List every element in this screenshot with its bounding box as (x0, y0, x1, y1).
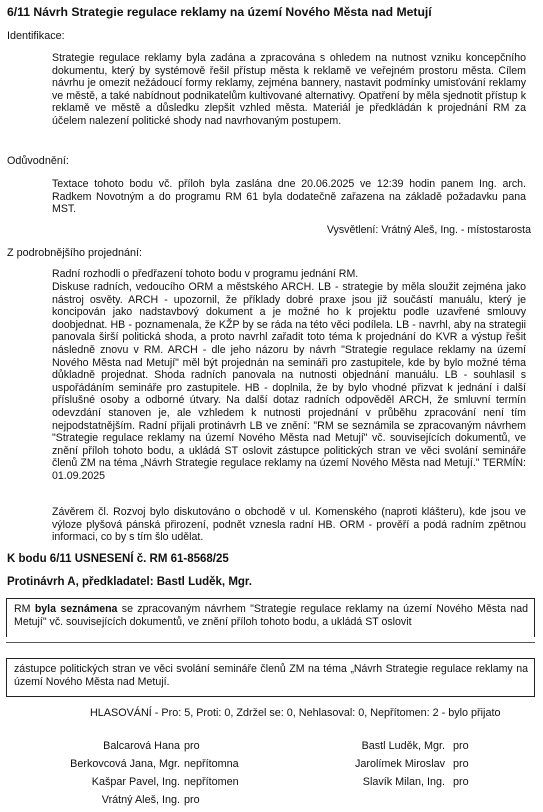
agenda-item-title: 6/11 Návrh Strategie regulace reklamy na území Nového Města nad Metují (7, 5, 432, 19)
voter-name: Balcarová Hana (103, 740, 180, 752)
resolution-prefix: RM (14, 603, 35, 615)
votes-right-column (330, 740, 469, 794)
oduvodneni-text: Textace tohoto bodu vč. příloh byla zaslána dne 20.06.2025 ve 12:39 hodin panem Ing. arch. Radkem Novotným a do programu RM 61 byla dodatečně zařazena na základě požadavku pana MST. (52, 178, 526, 216)
vysvetleni: Vysvětlení: Vrátný Aleš, Ing. - místostarosta (326, 224, 531, 236)
vote-row (0, 740, 239, 758)
resolution-text-2: zástupce politických stran ve věci svolání semináře členů ZM na téma „Návrh Strategie regulace reklamy na území Nového Města nad Metují. (14, 663, 528, 688)
projednani-text-1: Radní rozhodli o předřazení tohoto bodu v programu jednání RM. (52, 268, 359, 280)
voter-name: Berkovcová Jana, Mgr. (70, 758, 180, 770)
voter-vote: nepřítomen (184, 776, 239, 788)
resolution-box-part-1 (6, 598, 535, 637)
projednani-label: Z podrobnějšího projednání: (7, 247, 143, 259)
identifikace-text: Strategie regulace reklamy byla zadána a zpracována s ohledem na nutnost vzniku koncepčního dokumentu, který by systémově řešil přístup města k reklamě ve veřejném prostoru města. Cílem návrhu je omezit nežádoucí formy reklamy, zejména bannery, nastavit podmínky umisťování reklamy ve městě, a také nabídnout podnikatelům kultivované alternativy. Opatření by měla sjednotit přístup k reklamě ve městě a důsledku zlepšit vzhled města. Materiál je předkládán k projednání RM za účelem nalezení politické shody nad navrhovaným postupem. (52, 52, 526, 127)
vote-row (330, 776, 469, 794)
voter-vote: pro (453, 740, 469, 752)
resolution-box-part-2 (6, 658, 535, 697)
identifikace-label: Identifikace: (7, 30, 65, 42)
voting-summary: HLASOVÁNÍ - Pro: 5, Proti: 0, Zdržel se: 0, Nehlasoval: 0, Nepřítomen: 2 - bylo přijato (90, 707, 501, 719)
voter-name: Bastl Luděk, Mgr. (361, 740, 445, 752)
usneseni-heading: K bodu 6/11 USNESENÍ č. RM 61-8568/25 (7, 553, 229, 565)
protinavrh-heading: Protinávrh A, předkladatel: Bastl Luděk, Mgr. (7, 576, 252, 588)
voter-vote: pro (184, 794, 200, 806)
votes-left-column (0, 740, 239, 812)
voter-name: Kašpar Pavel, Ing. (91, 776, 180, 788)
voter-name: Slavík Milan, Ing. (362, 776, 445, 788)
projednani-text-2: Diskuse radních, vedoucího ORM a městského ARCH. LB - strategie by měla sloužit zejména jako nástroj osvěty. ARCH - upozornil, že příklady dobré praxe jsou již součástí manuálu, který je koncipován jako nadstavbový dokument a je možné ho k projektu podle uzavřené smlouvy doobjednat. HB - poznamenala, že KŽP by se ráda na této věci podílela. LB - navrhl, aby na strategii panovala širší politická shoda, a proto navrhl zařadit toto téma k projednání do KVR a výstup řešit následně znovu v RM. ARCH - dle jeho názoru by návrh "Strategie regulace reklamy na území Nového Města nad Metují" měl být projednán na semináři pro zastupitele, kde by bylo možné téma důkladně projednat. Shoda radních panovala na nutnosti objednání manuálu. LB - souhlasil s uspořádáním semináře pro zastupitele. HB - doplnila, že by bylo vhodné přizvat k jednání i další příslušné osoby a odborné útvary. Na další dotaz radních odpověděl ARCH, že smluvní termín odevzdání stanoven je, ale vzhledem k nutnosti projednání v průběhu zpracování není tím nejpodstatnějším. Radní přijali protinávrh LB ve znění: "RM se seznámila se zpracovaným návrhem "Strategie regulace reklamy na území Nového Města nad Metují" vč. souvisejících dokumentů, ve znění příloh tohoto bodu, a ukládá ST oslovit zástupce politických stran ve věci svolání semináře členů ZM na téma „Návrh Strategie regulace reklamy na území Nového Města nad Metují." TERMÍN: 01.09.2025 (52, 281, 526, 482)
voter-vote: nepřítomna (184, 758, 239, 770)
vote-row (0, 794, 239, 812)
vote-row (330, 758, 469, 776)
voter-vote: pro (453, 776, 469, 788)
resolution-text-1: se zpracovaným návrhem "Strategie regulace reklamy na území Nového Města nad Metují" vč. souvisejících dokumentů, ve znění příloh tohoto bodu, a ukládá ST oslovit (14, 603, 528, 628)
vote-row (0, 776, 239, 794)
oduvodneni-label: Odůvodnění: (7, 155, 69, 167)
voter-vote: pro (184, 740, 200, 752)
resolution-verb: byla seznámena (34, 603, 118, 615)
voter-name: Vrátný Aleš, Ing. (101, 794, 180, 806)
voter-name: Jarolímek Miroslav (355, 758, 445, 770)
voter-vote: pro (453, 758, 469, 770)
vote-row (0, 758, 239, 776)
vote-row (330, 740, 469, 758)
page-break-line (6, 636, 535, 643)
projednani-text-3: Závěrem čl. Rozvoj bylo diskutováno o obchodě v ul. Komenského (naproti klášteru), kde jsou ve výloze plyšová pánská přirození, podnět vznesla radní HB. ORM - prověří a podá radním zpětnou informaci, co by s tím šlo udělat. (52, 506, 526, 544)
